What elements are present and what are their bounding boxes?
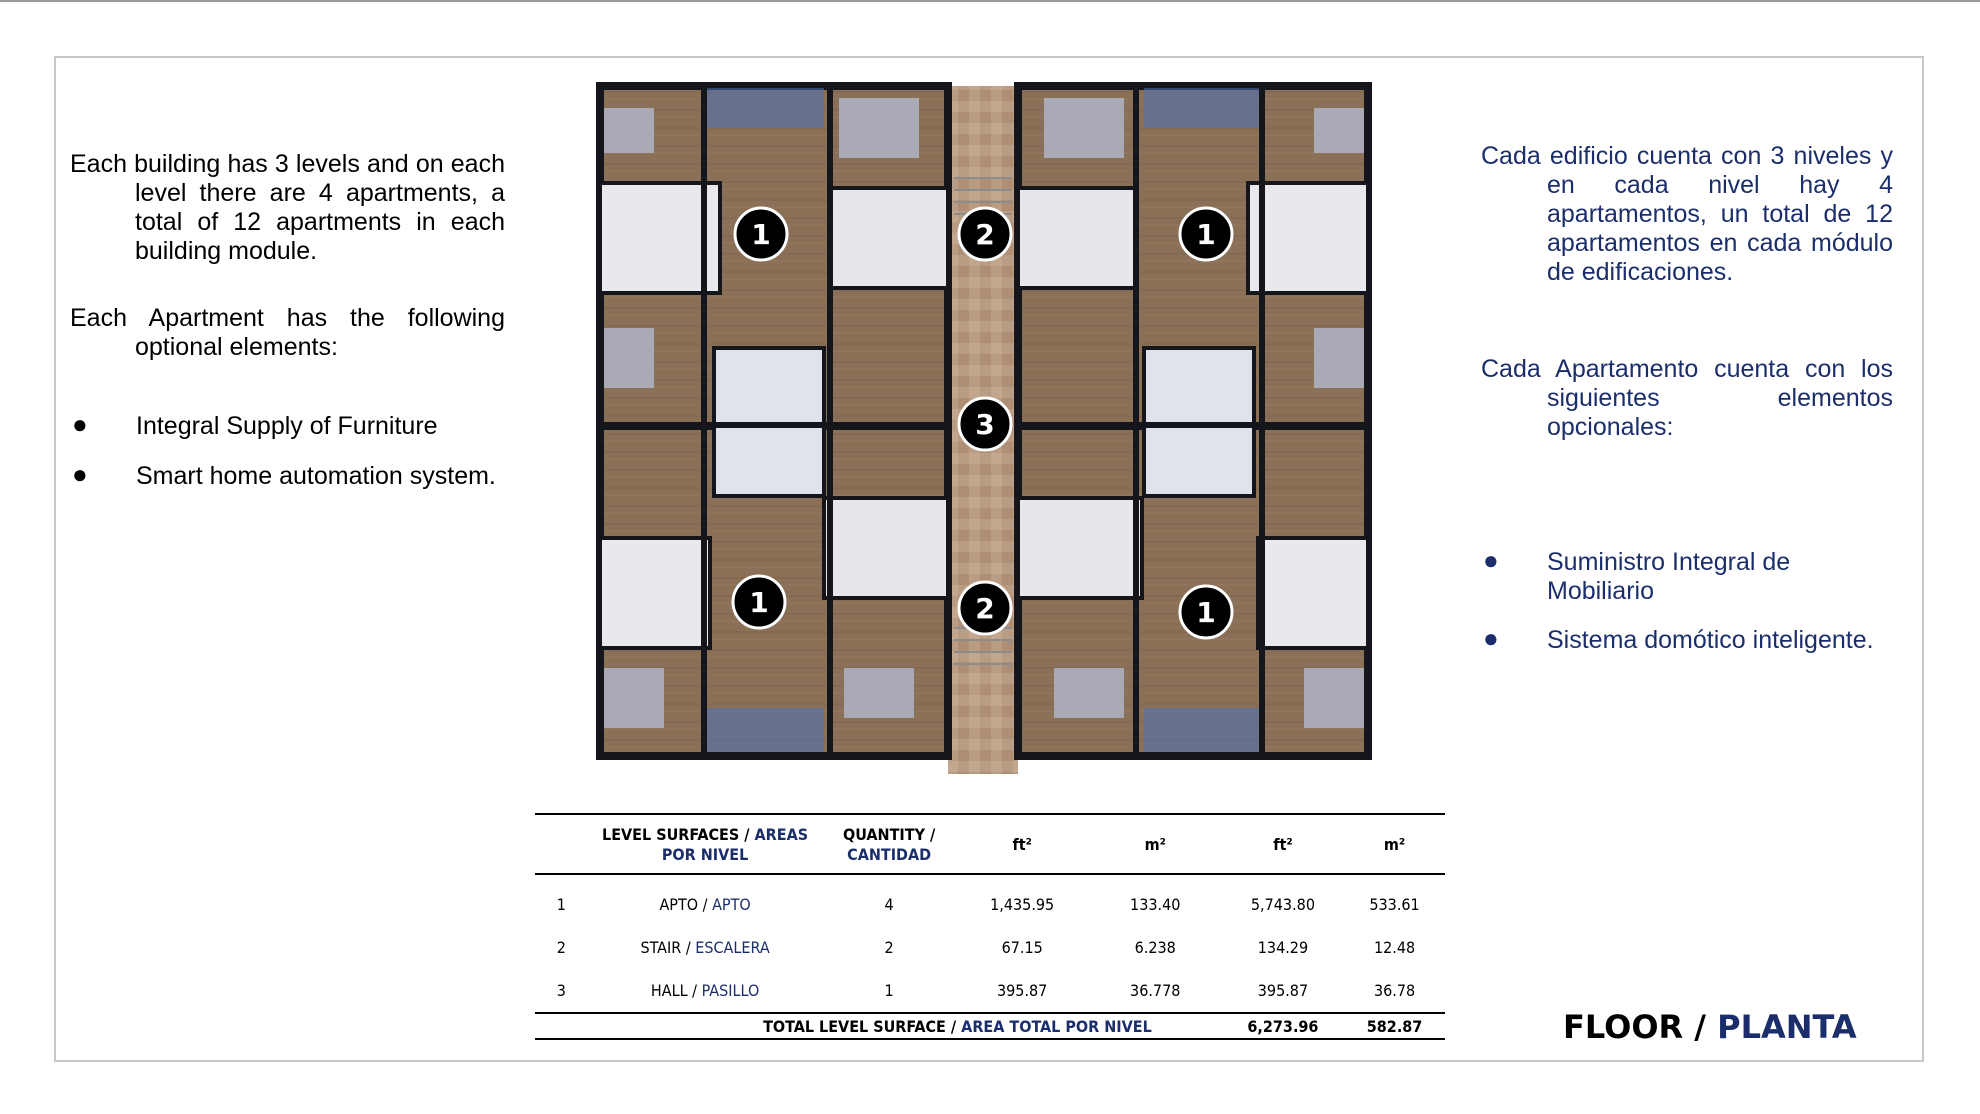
english-bullet-1 xyxy=(70,409,505,441)
top-rule xyxy=(0,0,1980,2)
table-row: 2 STAIR / ESCALERA 2 67.15 6.238 134.29 12.48 xyxy=(556,938,1416,957)
spanish-elements-heading: Cada Apartamento cuenta con los siguientes elementos opcionales: xyxy=(1481,355,1893,441)
header-ft2: ft² xyxy=(956,814,1089,874)
table-row: 1 APTO / APTO 4 1,435.95 133.40 5,743.80 533.61 xyxy=(556,895,1420,914)
spanish-bullet-2 xyxy=(1481,623,1893,655)
header-total-ft2: ft² xyxy=(1222,814,1344,874)
marker-apartment-top-right xyxy=(1180,208,1232,260)
svg-text:1: 1 xyxy=(751,218,771,251)
table-total-row xyxy=(535,1013,1445,1039)
marker-hall xyxy=(959,398,1011,450)
marker-stair-top xyxy=(959,208,1011,260)
total-label-es: AREA TOTAL POR NIVEL xyxy=(961,1016,1152,1036)
english-bullet-1-text: Integral Supply of Furniture xyxy=(136,412,438,440)
bullet-icon: ● xyxy=(72,409,88,439)
header-quantity: QUANTITY / CANTIDAD xyxy=(823,814,956,874)
spanish-intro: Cada edificio cuenta con 3 niveles y en cada nivel hay 4 apartamentos, un total de 12 apartamentos en cada módulo de edificaciones. xyxy=(1481,142,1893,286)
svg-text:1: 1 xyxy=(1196,596,1216,629)
table-header-row xyxy=(535,814,1445,874)
svg-text:1: 1 xyxy=(749,586,769,619)
total-m2: 582.87 xyxy=(1344,1013,1445,1039)
caption-en: FLOOR xyxy=(1563,1008,1684,1046)
header-surface: LEVEL SURFACES / AREAS POR NIVEL xyxy=(588,814,823,874)
english-intro: Each building has 3 levels and on each level there are 4 apartments, a total of 12 apartments in each building module. xyxy=(70,150,505,265)
level-surfaces-table xyxy=(535,813,1445,1040)
svg-text:2: 2 xyxy=(975,592,995,625)
header-m2: m² xyxy=(1089,814,1222,874)
total-ft2: 6,273.96 xyxy=(1222,1013,1344,1039)
svg-text:1: 1 xyxy=(1196,218,1216,251)
floor-caption xyxy=(1563,1008,1857,1046)
bullet-icon: ● xyxy=(1483,545,1499,575)
english-bullet-2-text: Smart home automation system. xyxy=(136,462,496,490)
floor-plan xyxy=(584,68,1384,774)
english-bullet-2 xyxy=(70,459,505,491)
total-label-en: TOTAL LEVEL SURFACE / xyxy=(763,1016,957,1036)
marker-apartment-bottom-left xyxy=(733,576,785,628)
caption-separator: / xyxy=(1694,1008,1706,1046)
spanish-bullet-1 xyxy=(1481,545,1893,606)
english-description xyxy=(70,150,505,491)
header-total-m2: m² xyxy=(1344,814,1445,874)
table-row: 3 HALL / PASILLO 1 395.87 36.778 395.87 36.78 xyxy=(556,981,1416,1000)
marker-apartment-bottom-right xyxy=(1180,586,1232,638)
marker-apartment-top-left xyxy=(735,208,787,260)
bullet-icon: ● xyxy=(72,459,88,489)
bullet-icon: ● xyxy=(1483,623,1499,653)
svg-text:2: 2 xyxy=(975,218,995,251)
spanish-bullet-2-text: Sistema domótico inteligente. xyxy=(1547,626,1874,654)
spanish-bullet-1-text: Suministro Integral de Mobiliario xyxy=(1547,548,1791,605)
english-elements-heading: Each Apartment has the following optional elements: xyxy=(70,304,505,361)
caption-es: PLANTA xyxy=(1717,1008,1857,1046)
svg-text:3: 3 xyxy=(975,408,995,441)
marker-stair-bottom xyxy=(959,582,1011,634)
spanish-description xyxy=(1481,142,1893,655)
